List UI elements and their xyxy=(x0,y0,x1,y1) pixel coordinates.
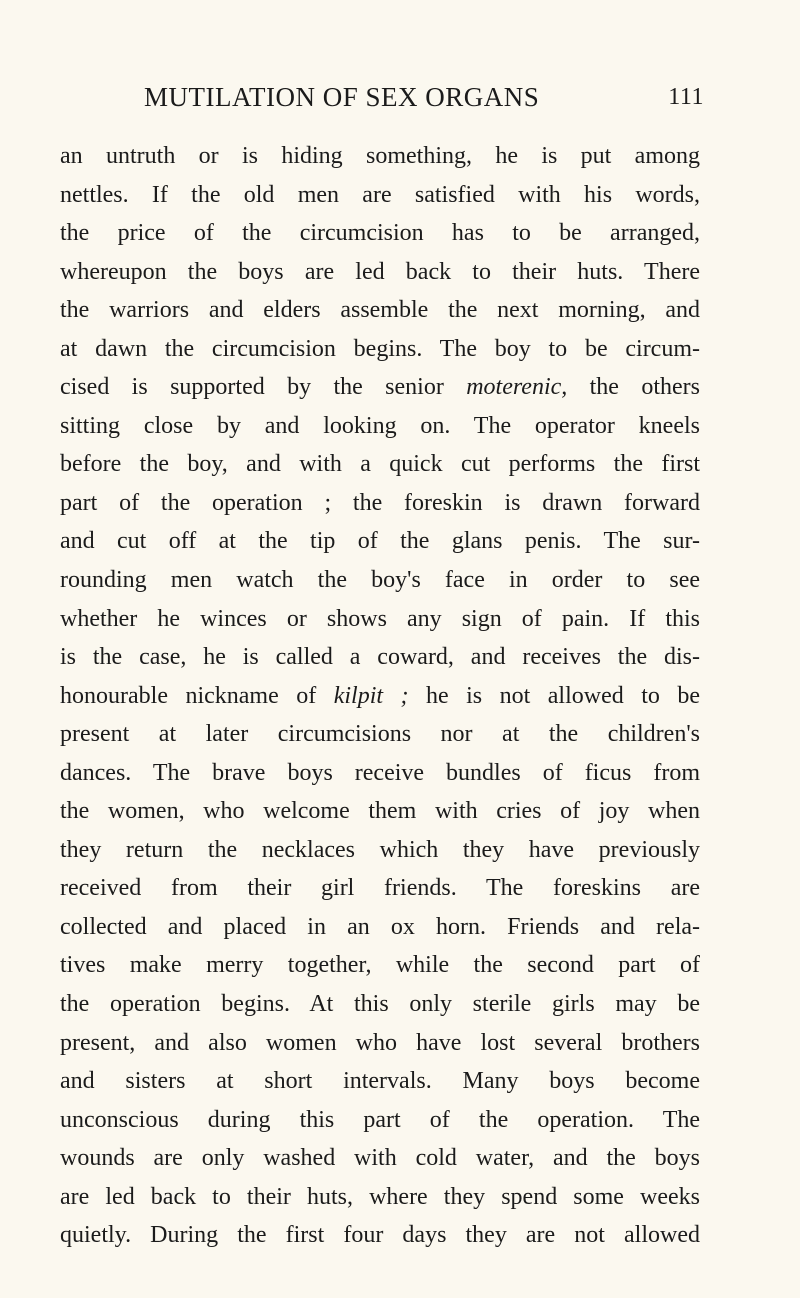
text-segment: an untruth or is hiding something, he is put among xyxy=(60,143,700,169)
text-segment: dances. The brave boys receive bundles of ficus from xyxy=(60,759,700,786)
text-segment: are led back to their huts, where they spend some weeks xyxy=(60,1183,700,1210)
text-line xyxy=(60,985,700,1024)
text-line xyxy=(60,484,700,523)
text-line xyxy=(60,831,700,870)
text-segment: the others xyxy=(567,374,700,401)
text-segment: the operation begins. At this only sterile girls may be xyxy=(60,991,700,1018)
text-segment: part of the operation ; the foreskin is drawn forward xyxy=(60,489,700,516)
text-segment: present, and also women who have lost several brothers xyxy=(60,1029,700,1056)
text-line xyxy=(60,715,700,754)
text-line xyxy=(60,638,700,677)
text-segment: the price of the circumcision has to be arranged, xyxy=(60,220,700,247)
text-line xyxy=(60,1139,700,1178)
text-segment: cised is supported by the senior xyxy=(60,374,467,401)
text-line xyxy=(60,291,700,330)
text-line xyxy=(60,600,700,639)
text-segment: received from their girl friends. The foreskins are xyxy=(60,875,700,902)
running-title: MUTILATION OF SEX ORGANS xyxy=(144,82,540,112)
text-line xyxy=(60,792,700,831)
body-text xyxy=(60,137,700,1255)
text-segment: tives make merry together, while the second part of xyxy=(60,952,700,979)
text-segment: is the case, he is called a coward, and receives the dis- xyxy=(60,644,700,671)
text-line xyxy=(60,522,700,561)
text-segment: at dawn the circumcision begins. The boy to be circum- xyxy=(60,335,700,362)
text-segment: collected and placed in an ox horn. Friends and rela- xyxy=(60,913,700,940)
text-line xyxy=(60,176,700,215)
text-line xyxy=(60,908,700,947)
text-segment: wounds are only washed with cold water, and the boys xyxy=(60,1145,700,1172)
text-segment: the warriors and elders assemble the next morning, and xyxy=(60,297,700,324)
text-segment: the women, who welcome them with cries of joy when xyxy=(60,798,700,825)
text-line xyxy=(60,754,700,793)
page-number: 111 xyxy=(668,84,704,110)
text-line xyxy=(60,1101,700,1140)
text-line xyxy=(60,1062,700,1101)
text-line xyxy=(60,946,700,985)
text-line xyxy=(60,214,700,253)
text-line xyxy=(60,1178,700,1217)
text-segment: present at later circumcisions nor at the children's xyxy=(60,721,700,748)
text-segment: sitting close by and looking on. The operator kneels xyxy=(60,412,700,439)
text-line xyxy=(60,368,700,407)
text-line xyxy=(60,445,700,484)
running-head xyxy=(144,82,704,122)
text-line xyxy=(60,1216,700,1255)
text-line xyxy=(60,137,700,176)
italic-term: moterenic, xyxy=(466,374,568,401)
text-line xyxy=(60,253,700,292)
text-segment: and sisters at short intervals. Many boys become xyxy=(60,1068,700,1095)
text-line xyxy=(60,330,700,369)
text-segment: whereupon the boys are led back to their huts. There xyxy=(60,258,700,285)
text-line xyxy=(60,407,700,446)
text-line xyxy=(60,1024,700,1063)
text-segment: and cut off at the tip of the glans penis. The sur- xyxy=(60,528,700,555)
text-segment: rounding men watch the boy's face in order to see xyxy=(60,567,700,594)
text-segment: unconscious during this part of the operation. The xyxy=(60,1106,700,1133)
text-segment: before the boy, and with a quick cut performs the first xyxy=(60,451,700,478)
text-segment: they return the necklaces which they have previously xyxy=(60,836,700,863)
text-line xyxy=(60,869,700,908)
text-segment: whether he winces or shows any sign of pain. If this xyxy=(60,605,700,632)
text-segment: he is not allowed to be xyxy=(408,682,700,709)
text-line xyxy=(60,561,700,600)
text-segment: quietly. During the first four days they are not allowed xyxy=(60,1222,700,1249)
text-line xyxy=(60,677,700,716)
italic-term: kilpit ; xyxy=(333,682,409,709)
text-segment: honourable nickname of xyxy=(60,682,334,709)
text-segment: nettles. If the old men are satisfied with his words, xyxy=(60,181,700,208)
